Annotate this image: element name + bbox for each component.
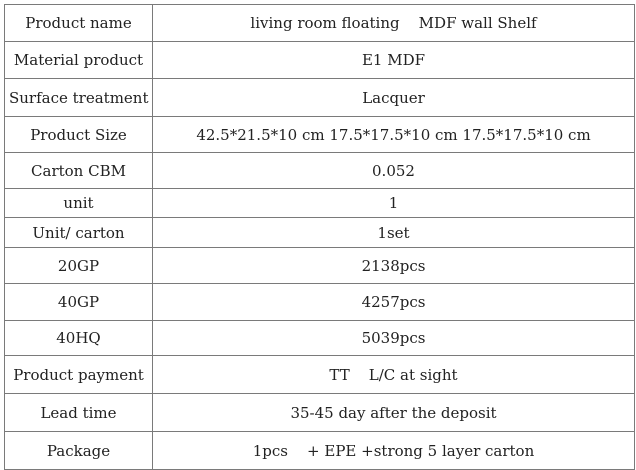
row-label-lead-time: Lead time [5, 394, 153, 432]
table-row [5, 356, 635, 394]
table-row [5, 42, 635, 79]
table-row [5, 79, 635, 117]
row-label-unit: unit [5, 189, 153, 218]
table-row [5, 432, 635, 470]
table-row [5, 117, 635, 153]
row-value-product-size: 42.5*21.5*10 cm 17.5*17.5*10 cm 17.5*17.5*10 cm [153, 117, 635, 153]
row-label-package: Package [5, 432, 153, 470]
table-row [5, 394, 635, 432]
row-label-product-name: Product name [5, 5, 153, 42]
row-value-carton-cbm: 0.052 [153, 153, 635, 189]
row-value-material-product: E1 MDF [153, 42, 635, 79]
table-row [5, 153, 635, 189]
row-label-unit-carton: Unit/ carton [5, 218, 153, 248]
table-row [5, 284, 635, 321]
product-spec-table [4, 4, 635, 470]
row-label-surface-treatment: Surface treatment [5, 79, 153, 117]
table-row [5, 248, 635, 284]
row-label-20gp: 20GP [5, 248, 153, 284]
row-value-40hq: 5039pcs [153, 321, 635, 356]
row-label-material-product: Material product [5, 42, 153, 79]
row-value-product-payment: TT L/C at sight [153, 356, 635, 394]
row-value-package: 1pcs + EPE +strong 5 layer carton [153, 432, 635, 470]
row-label-product-payment: Product payment [5, 356, 153, 394]
table-row [5, 218, 635, 248]
row-value-40gp: 4257pcs [153, 284, 635, 321]
row-label-40hq: 40HQ [5, 321, 153, 356]
row-value-unit: 1 [153, 189, 635, 218]
table-row [5, 321, 635, 356]
row-value-surface-treatment: Lacquer [153, 79, 635, 117]
table-row [5, 189, 635, 218]
row-value-20gp: 2138pcs [153, 248, 635, 284]
table-row [5, 5, 635, 42]
row-label-product-size: Product Size [5, 117, 153, 153]
row-value-product-name: living room floating MDF wall Shelf [153, 5, 635, 42]
row-value-lead-time: 35-45 day after the deposit [153, 394, 635, 432]
row-label-carton-cbm: Carton CBM [5, 153, 153, 189]
row-value-unit-carton: 1set [153, 218, 635, 248]
row-label-40gp: 40GP [5, 284, 153, 321]
